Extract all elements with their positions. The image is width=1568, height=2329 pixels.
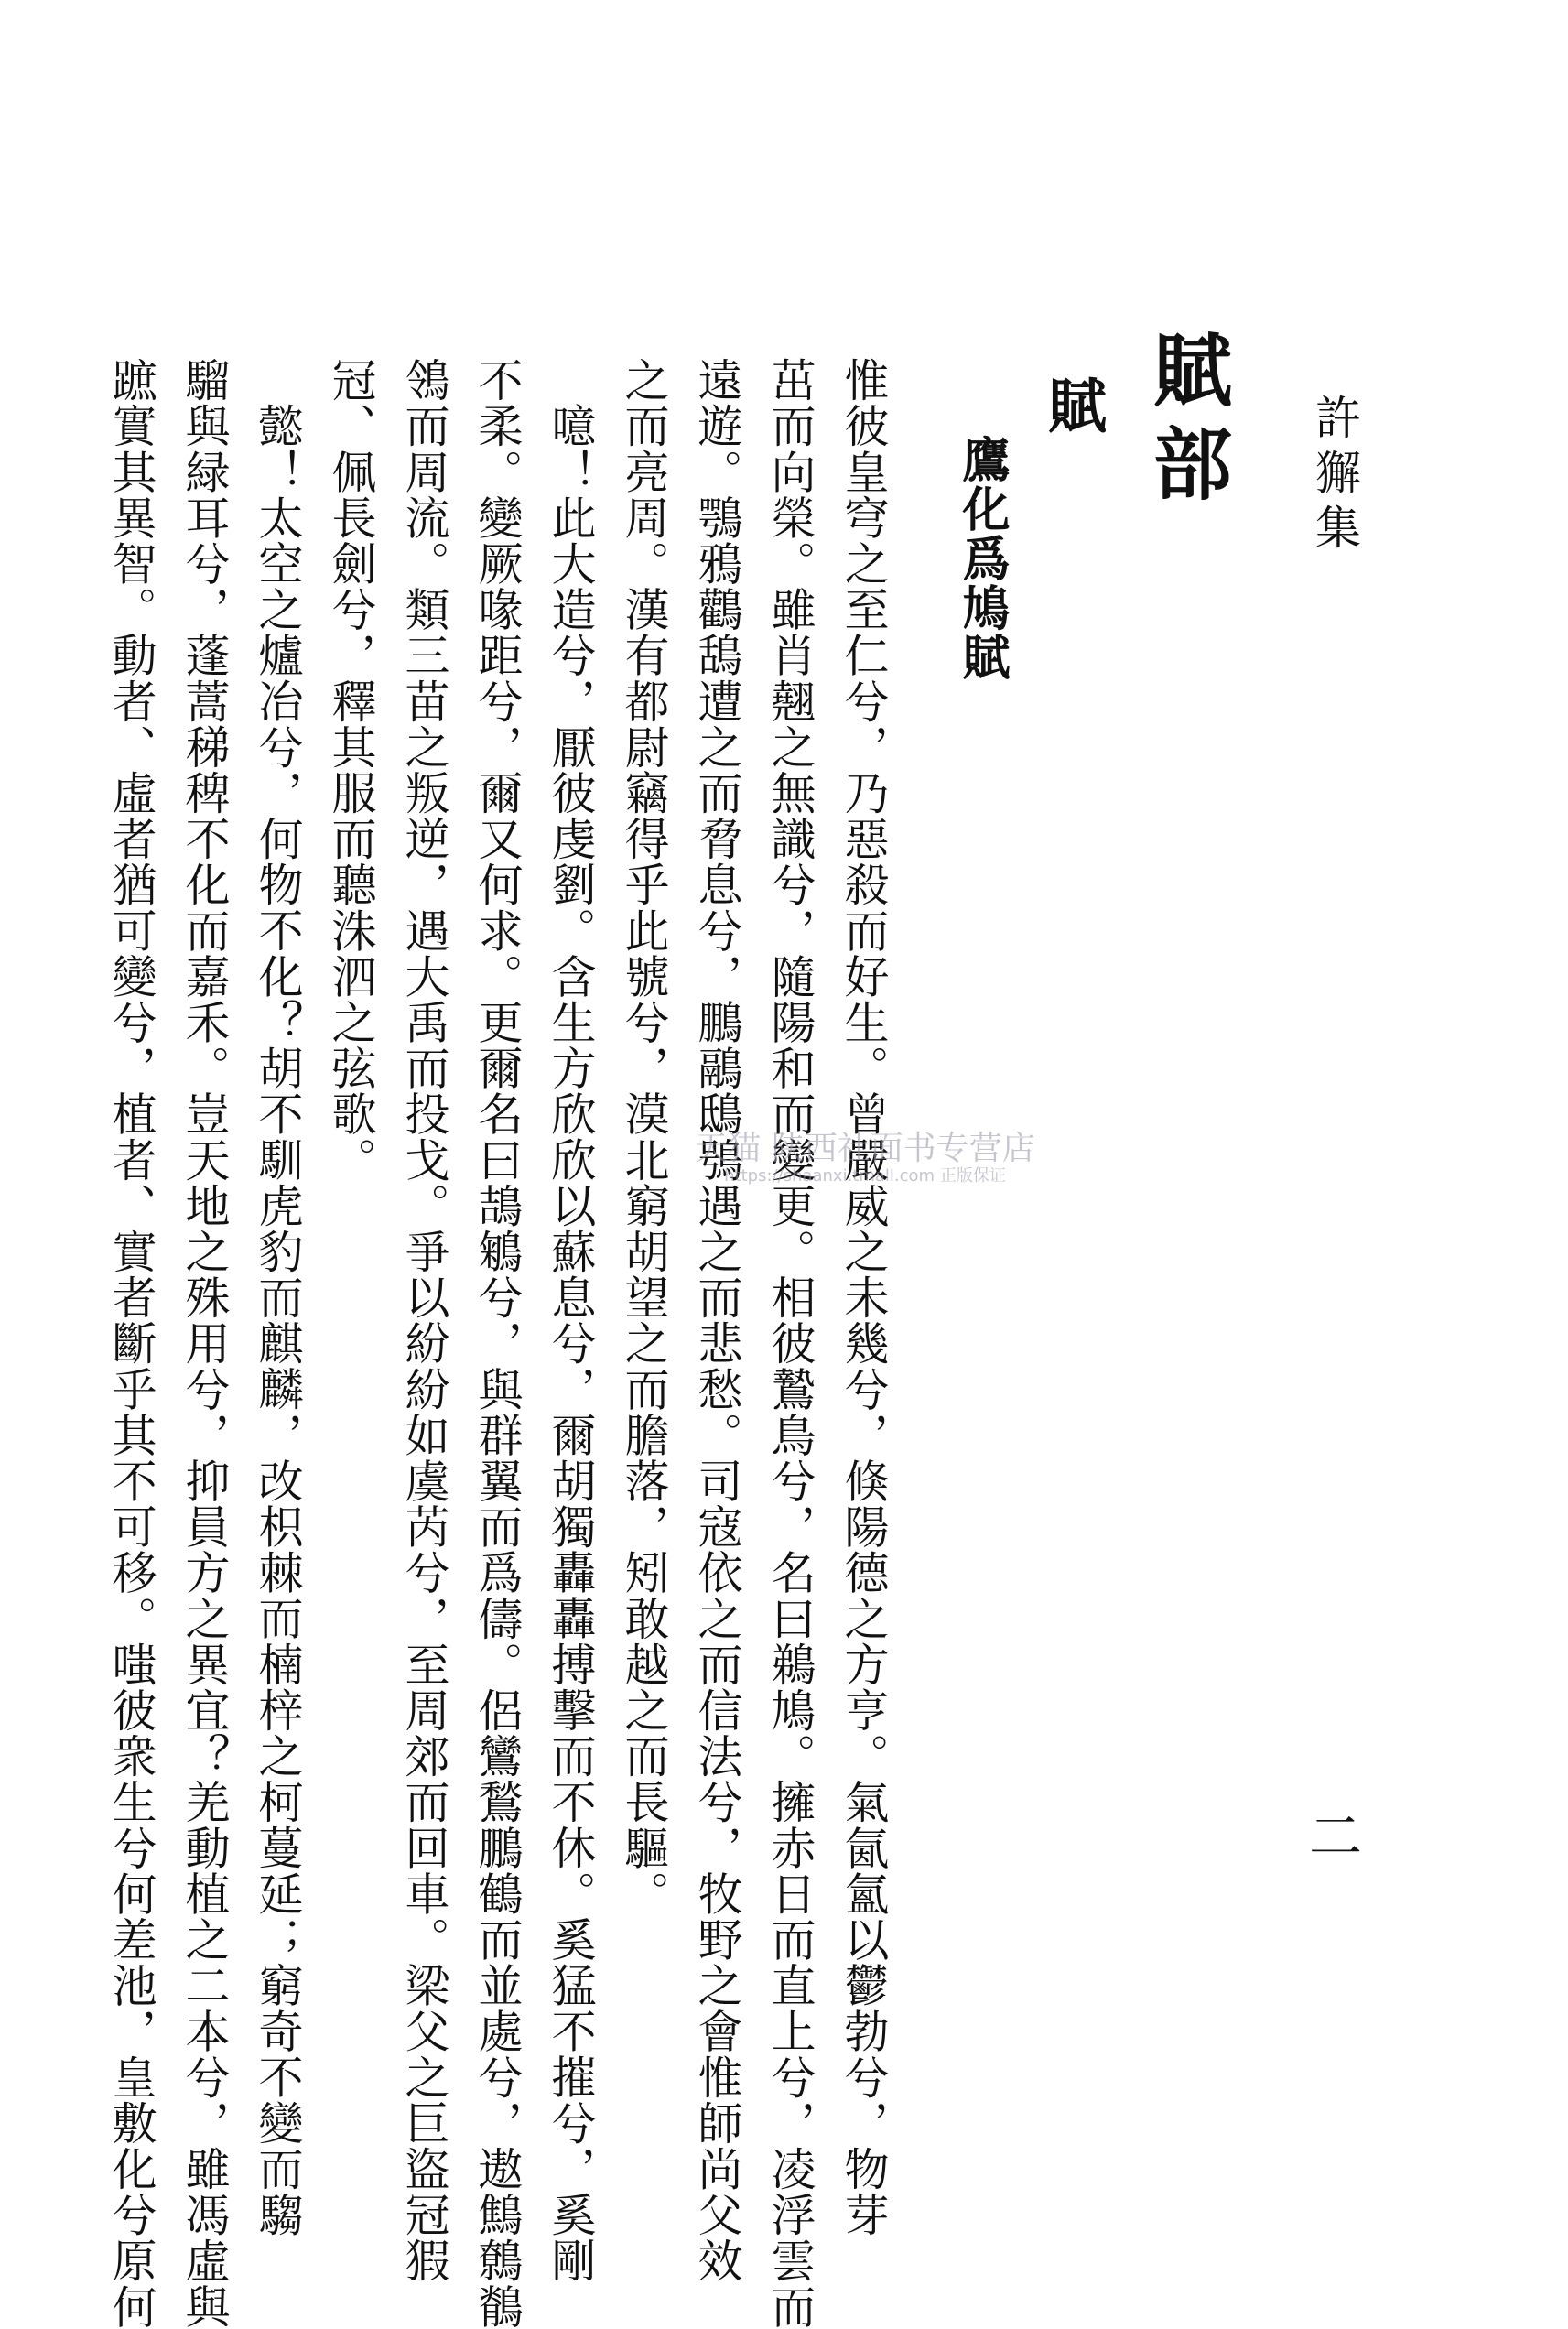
body-line-6: 不柔。變厥喙距兮，爾又何求。更爾名曰鴶鵴兮，與群翼而爲儔。侶鸞鶖鵬鶴而並處兮，遨鷦鷯鶺 bbox=[471, 357, 524, 2329]
body-line-3: 遠遊。鶚鴉鸛鴰遭之而脅息兮，鵬鷊鴟鴞遇之而悲愁。司寇依之而信法兮，牧野之會惟師尚父效 bbox=[691, 357, 743, 2284]
page-number: 二 bbox=[1300, 1808, 1362, 1861]
running-header-title: 許獬集 bbox=[1308, 394, 1361, 558]
piece-title: 鷹化爲鳩賦 bbox=[954, 435, 1010, 682]
body-line-4: 之而亮周。漢有都尉竊得乎此號兮，漠北窮胡望之而膽落，矧敢越之而長驅。 bbox=[618, 357, 670, 1917]
body-line-2: 茁而向榮。雖肖翹之無識兮，隨陽和而變更。相彼鷙鳥兮，名曰鵜鳩。擁赤日而直上兮，凌浮雲而 bbox=[764, 357, 816, 2329]
watermark-line-1: 天猫 陕西社面书专营店 bbox=[695, 1130, 1035, 1167]
body-line-1: 惟彼皇穹之至仁兮，乃惡殺而好生。曾嚴威之未幾兮，倏陽德之方亨。氣氤氳以鬱勃兮，物芽 bbox=[838, 357, 890, 2238]
body-line-5: 噫！此大造兮，厭彼虔劉。含生方欣欣以蘇息兮，爾胡獨轟轟搏擊而不休。奚猛不摧兮，奚剛 bbox=[545, 403, 597, 2284]
section-title: 賦部 bbox=[1140, 330, 1232, 516]
body-line-11: 蹠實其異智。動者、虛者猶可變兮，植者、實者斷乎其不可移。嗤彼衆生兮何差池，皇敷化兮原何 bbox=[105, 357, 157, 2329]
watermark-line-2: https://shaanxi.tmall.com 正版保证 bbox=[724, 1165, 1006, 1186]
body-line-7: 鴒而周流。類三苗之叛逆，遇大禹而投戈。爭以紛紛如虞芮兮，至周郊而回車。梁父之巨盜冠猳 bbox=[398, 357, 450, 2284]
body-line-10: 騮與緑耳兮，蓬蒿稊稗不化而嘉禾。豈天地之殊用兮，抑員方之異宜？羌動植之二本兮，雖馮虛與 bbox=[178, 357, 231, 2329]
subsection-title: 賦 bbox=[1038, 375, 1107, 434]
body-line-9: 懿！太空之爐冶兮，何物不化？胡不馴虎豹而麒麟，改枳棘而楠梓之柯蔓延；窮奇不變而騶 bbox=[252, 403, 304, 2237]
body-line-8: 冠、佩長劍兮，釋其服而聽洙泗之弦歌。 bbox=[325, 357, 377, 1183]
